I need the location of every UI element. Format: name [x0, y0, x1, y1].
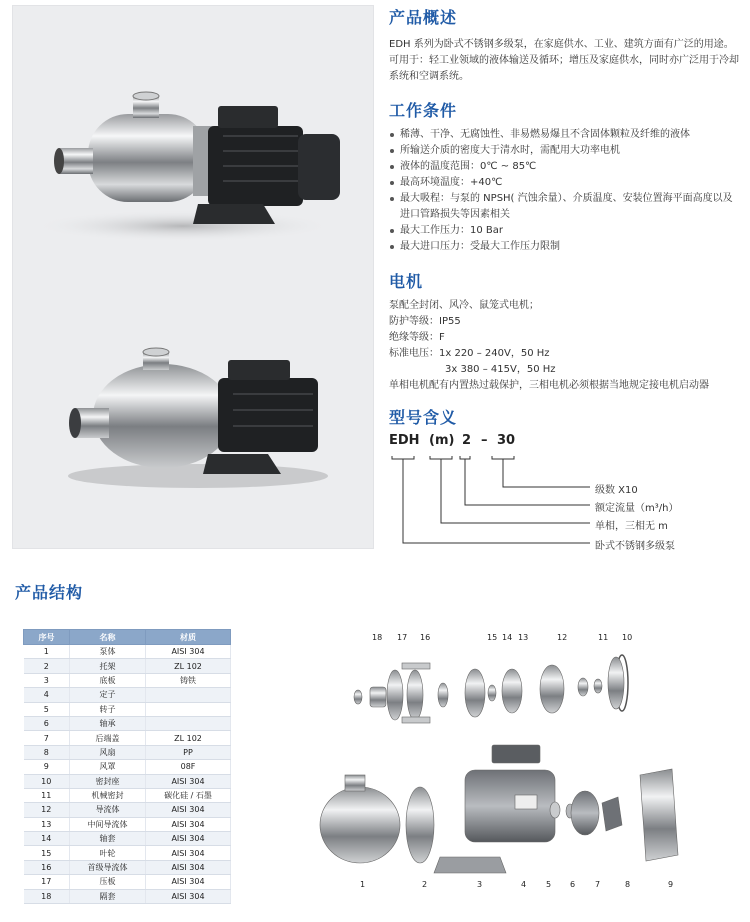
- cell-no: 11: [24, 788, 70, 802]
- cell-no: 7: [24, 731, 70, 745]
- parts-table-body: [24, 645, 231, 904]
- table-header-row: [24, 630, 231, 645]
- exploded-bottom-parts: [320, 745, 678, 873]
- exploded-top-parts: [354, 655, 628, 723]
- cell-no: 9: [24, 760, 70, 774]
- model-label-phase: 单相，三相无 m: [595, 521, 668, 532]
- cell-no: 2: [24, 659, 70, 673]
- model-title: 型号含义: [389, 408, 458, 427]
- condition-item: 最大吸程：与泵的 NPSH( 汽蚀余量）、介质温度、安装位置海平面高度以及进口管路损失等因素相关: [389, 191, 741, 223]
- table-row: [24, 645, 231, 659]
- cell-material: AISI 304: [146, 875, 231, 889]
- table-header-material: 材质: [146, 630, 231, 645]
- model-code-phase: (m): [429, 433, 455, 448]
- parts-table: [23, 629, 231, 904]
- cell-name: 定子: [70, 688, 146, 702]
- conditions-list: [389, 127, 741, 255]
- table-header-no: 序号: [24, 630, 70, 645]
- cell-no: 3: [24, 673, 70, 687]
- cell-material: AISI 304: [146, 817, 231, 831]
- cell-name: 轴套: [70, 832, 146, 846]
- table-row: [24, 846, 231, 860]
- cell-no: 13: [24, 817, 70, 831]
- pump-photo-1: [13, 76, 374, 256]
- callout-11: 11: [598, 633, 609, 642]
- condition-item: 最大进口压力：受最大工作压力限制: [389, 239, 741, 255]
- cell-no: 1: [24, 645, 70, 659]
- model-code-flow: 2: [462, 433, 472, 448]
- overview-title: 产品概述: [389, 8, 458, 27]
- cell-no: 6: [24, 716, 70, 730]
- motor-line: 绝缘等级：F: [389, 332, 445, 343]
- cell-material: AISI 304: [146, 846, 231, 860]
- cell-name: 风罩: [70, 760, 146, 774]
- table-row: [24, 716, 231, 730]
- condition-item: 稀薄、干净、无腐蚀性、非易燃易爆且不含固体颗粒及纤维的液体: [389, 127, 741, 143]
- cell-name: 首级导流体: [70, 860, 146, 874]
- table-row: [24, 860, 231, 874]
- cell-material: [146, 716, 231, 730]
- motor-line: 泵配全封闭、风冷、鼠笼式电机；: [389, 300, 539, 311]
- motor-title: 电机: [389, 272, 424, 291]
- cell-material: AISI 304: [146, 832, 231, 846]
- cell-name: 隔套: [70, 889, 146, 903]
- cell-material: ZL 102: [146, 659, 231, 673]
- model-label-flow: 额定流量（m³/h）: [595, 503, 679, 514]
- table-row: [24, 745, 231, 759]
- callout-9: 9: [668, 880, 674, 889]
- cell-name: 轴承: [70, 716, 146, 730]
- cell-no: 5: [24, 702, 70, 716]
- callout-12: 12: [557, 633, 568, 642]
- cell-material: AISI 304: [146, 774, 231, 788]
- table-row: [24, 702, 231, 716]
- cell-material: AISI 304: [146, 889, 231, 903]
- cell-no: 12: [24, 803, 70, 817]
- cell-material: 碳化硅 / 石墨: [146, 788, 231, 802]
- cell-name: 底板: [70, 673, 146, 687]
- callout-8: 8: [625, 880, 631, 889]
- motor-line: 防护等级：IP55: [389, 316, 461, 327]
- condition-item: 最高环境温度：+40℃: [389, 175, 741, 191]
- condition-item: 最大工作压力：10 Bar: [389, 223, 741, 239]
- cell-name: 压板: [70, 875, 146, 889]
- cell-name: 导流体: [70, 803, 146, 817]
- exploded-view-diagram: [300, 625, 740, 910]
- cell-name: 机械密封: [70, 788, 146, 802]
- cell-name: 中间导流体: [70, 817, 146, 831]
- pump-photo-2: [13, 336, 374, 496]
- cell-material: AISI 304: [146, 645, 231, 659]
- table-row: [24, 659, 231, 673]
- callout-16: 16: [420, 633, 431, 642]
- cell-no: 18: [24, 889, 70, 903]
- callout-1: 1: [360, 880, 366, 889]
- callout-2: 2: [422, 880, 428, 889]
- table-row: [24, 889, 231, 903]
- condition-item: 所输送介质的密度大于清水时，需配用大功率电机: [389, 143, 741, 159]
- cell-no: 14: [24, 832, 70, 846]
- motor-line: 标准电压：1x 220 – 240V，50 Hz: [389, 348, 550, 359]
- model-code-series: EDH: [389, 433, 420, 448]
- callout-6: 6: [570, 880, 576, 889]
- table-row: [24, 688, 231, 702]
- cell-no: 15: [24, 846, 70, 860]
- cell-material: PP: [146, 745, 231, 759]
- table-row: [24, 803, 231, 817]
- callout-4: 4: [521, 880, 527, 889]
- cell-no: 8: [24, 745, 70, 759]
- cell-no: 17: [24, 875, 70, 889]
- table-row: [24, 731, 231, 745]
- model-label-series: 卧式不锈钢多级泵: [595, 541, 675, 552]
- cell-no: 4: [24, 688, 70, 702]
- product-photo-panel: [12, 5, 374, 549]
- cell-material: 08F: [146, 760, 231, 774]
- callout-18: 18: [372, 633, 383, 642]
- callout-7: 7: [595, 880, 601, 889]
- table-header-name: 名称: [70, 630, 146, 645]
- callout-17: 17: [397, 633, 408, 642]
- conditions-title: 工作条件: [389, 101, 458, 120]
- cell-name: 托架: [70, 659, 146, 673]
- cell-material: [146, 688, 231, 702]
- callout-5: 5: [546, 880, 552, 889]
- model-label-stages: 级数 X10: [595, 485, 638, 496]
- cell-material: AISI 304: [146, 803, 231, 817]
- cell-material: [146, 702, 231, 716]
- structure-title: 产品结构: [15, 583, 84, 602]
- motor-voltage-3ph: 3x 380 – 415V，50 Hz: [445, 364, 556, 375]
- cell-name: 后端盖: [70, 731, 146, 745]
- cell-material: ZL 102: [146, 731, 231, 745]
- table-row: [24, 788, 231, 802]
- table-row: [24, 774, 231, 788]
- cell-name: 叶轮: [70, 846, 146, 860]
- cell-name: 密封座: [70, 774, 146, 788]
- cell-no: 10: [24, 774, 70, 788]
- callout-10: 10: [622, 633, 633, 642]
- model-code-stages: 30: [497, 433, 516, 448]
- table-row: [24, 817, 231, 831]
- table-row: [24, 875, 231, 889]
- model-code-dash: –: [481, 433, 488, 448]
- callout-13: 13: [518, 633, 529, 642]
- overview-text: EDH 系列为卧式不锈钢多级泵，在家庭供水、工业、建筑方面有广泛的用途。可用于：轻工业领域的液体输送及循环；增压及家庭供水，同时亦广泛用于冷却系统和空调系统。: [389, 39, 739, 82]
- table-row: [24, 832, 231, 846]
- table-row: [24, 673, 231, 687]
- table-row: [24, 760, 231, 774]
- cell-name: 转子: [70, 702, 146, 716]
- callout-3: 3: [477, 880, 483, 889]
- cell-name: 风扇: [70, 745, 146, 759]
- cell-material: 铸铁: [146, 673, 231, 687]
- cell-name: 泵体: [70, 645, 146, 659]
- callout-14: 14: [502, 633, 513, 642]
- cell-no: 16: [24, 860, 70, 874]
- cell-material: AISI 304: [146, 860, 231, 874]
- condition-item: 液体的温度范围：0℃ ~ 85℃: [389, 159, 741, 175]
- motor-note: 单相电机配有内置热过载保护，三相电机必须根据当地规定接电机启动器: [389, 380, 709, 391]
- callout-15: 15: [487, 633, 498, 642]
